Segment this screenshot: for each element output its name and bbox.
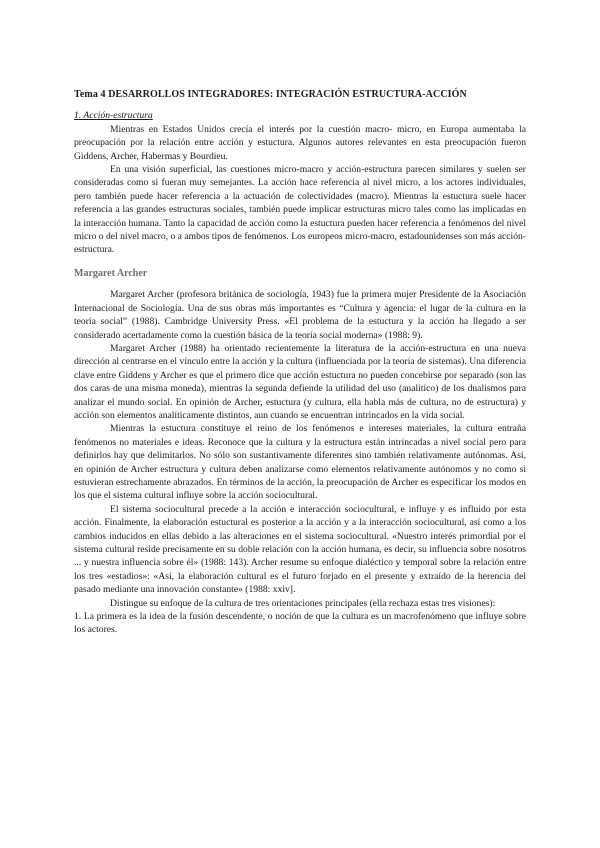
document-page	[74, 88, 526, 637]
archer-paragraph-1: Margaret Archer (profesora británica de sociología, 1943) fue la primera mujer Presidente de la Asociación Internacional de Sociología. Una de sus obras más importantes es “Cultura y agencia: el lugar de la cultura en la teoría social” (1988). Cambridge University Press. «El problema de la estuctura y la acción ha llegado a ser considerado acertadamente como la cuestión básica de la teoría social moderna» (1988: 9).	[74, 289, 526, 341]
section-heading-margaret-archer: Margaret Archer	[74, 267, 148, 279]
archer-paragraph-5: Distingue su enfoque de la cultura de tres orientaciones principales (ella rechaza estas tres visiones):	[110, 597, 496, 609]
list-item-1: 1. La primera es la idea de la fusión descendente, o noción de que la cultura es un macrofenómeno que influye sobre los actores.	[74, 611, 526, 636]
subheading-accion-estructura: 1. Acción-estructura	[74, 110, 153, 122]
intro-paragraph-2: En una visión superficial, las cuestiones micro-macro y acción-estructura parecen similares y suelen ser consideradas como si fueran muy semejantes. La acción hace referencia al nivel micro, a los actores individuales, pero también puede hacer referencia a la actuación de colectividades (macro). Mientras la estuctura suele hacer referencia a las grandes estructuras sociales, también puede implicar estructuras micro tales como las implicadas en la interacción humana. Tanto la capacidad de acción como la estuctura pueden hacer referencia a fenómenos del nivel micro o del nivel macro, o a ambos tipos de fenómenos. Los europeos micro-macro, estadounidenses son más acción-estructura.	[74, 164, 526, 256]
archer-paragraph-2: Margaret Archer (1988) ha orientado recientemente la literatura de la acción-estructura en una nueva dirección al centrarse en el vínculo entre la acción y la cultura (influenciada por la teoría de sistemas). Una diferencia clave entre Giddens y Archer es que el primero dice que acción estuctura no pueden concebirse por separado (son las dos caras de una misma moneda), mientras la segunda defiende la utilidad del uso (analítico) de los dualismos para analizar el mundo social. En opinión de Archer, estuctura (y cultura, ella habla más de cultura, no de estructura) y acción son elementos analíticamente distintos, aun cuando se encuentran intrincados en la vida social.	[74, 342, 526, 421]
archer-paragraph-3: Mientras la estuctura constituye el reino de los fenómenos e intereses materiales, la cultura entraña fenómenos no materiales e ideas. Reconoce que la cultura y la estructura están intrincadas a nivel social pero para definirlos hay que delimitarlos. No sólo son sustantivamente diferentes sino también relativamente autónomas. Así, en opinión de Archer estructura y cultura deben analizarse como elementos relativamente autónomos y no como si estuvieran estrechamente abrazados. En términos de la acción, la preocupación de Archer es especificar los modos en los que el sistema cultural influye sobre la acción sociocultural.	[74, 423, 526, 502]
intro-paragraph-1: Mientras en Estados Unidos crecía el interés por la cuestión macro- micro, en Europa aumentaba la preocupación por la relación entre acción y estuctura. Algunos autores relevantes en esta preocupación fueron Giddens, Archer, Habermas y Bourdieu.	[74, 123, 526, 162]
archer-paragraph-4: El sistema sociocultural precede a la acción e interacción sociocultural, e influye y es influido por esta acción. Finalmente, la elaboración estuctural es posterior a la acción y a la interacción sociocultural, así como a los cambios inducidos en ellas debido a las alteraciones en el sistema sociocultural. «Nuestro interés primordial por el sistema cultural reside precisamente en su doble relación con la acción humana, es decir, su influencia sobre nosotros ... y nuestra influencia sobre él» (1988: 143). Archer resume su enfoque dialéctico y temporal sobre la relación entre los tres «estadios»: «Así, la elaboración cultural es el futuro forjado en el presente y extraído de la herencia del pasado mediante una innovación constante» (1988: xxiv].	[74, 503, 526, 596]
document-title: Tema 4 DESARROLLOS INTEGRADORES: INTEGRACIÓN ESTRUCTURA-ACCIÓN	[74, 89, 467, 100]
